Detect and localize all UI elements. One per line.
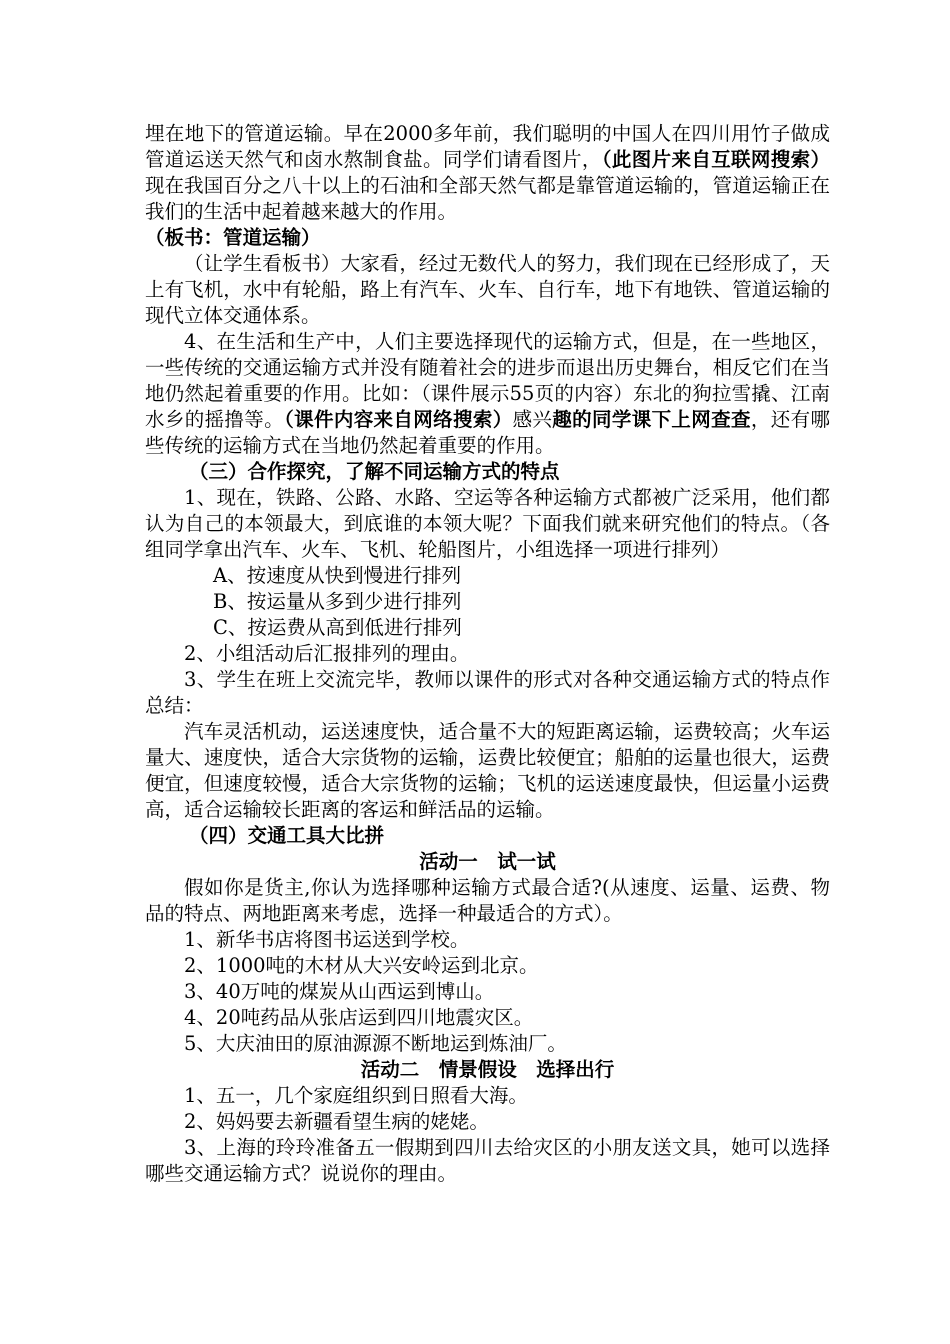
text: ，还有哪些传统的运输方式在当地仍然起着重要的作用。: [145, 408, 830, 457]
paragraph-report: 2、小组活动后汇报排列的理由。: [184, 642, 470, 665]
activity-1-item: 5、大庆油田的原油源源不断地运到炼油厂。: [184, 1032, 567, 1055]
activity-1-item: 3、40万吨的煤炭从山西运到博山。: [184, 980, 495, 1003]
text: 现在我国百分之八十以上的石油和全部天然气都是靠管道运输的，管道运输正在我们的生活中起着越来越大的作用。: [145, 174, 830, 223]
activity-2-item: 2、妈妈要去新疆看望生病的姥姥。: [184, 1110, 489, 1133]
paragraph-pipeline: [145, 121, 830, 225]
option-a: A、按速度从快到慢进行排列: [213, 564, 462, 587]
activity-1-item: 4、20吨药品从张店运到四川地震灾区。: [184, 1006, 534, 1029]
activity-1-intro: 假如你是货主,你认为选择哪种运输方式最合适?(从速度、运量、运费、物品的特点、两地距离来考虑，选择一种最适合的方式）。: [145, 876, 830, 925]
paragraph-summary: 汽车灵活机动，运送速度快，适合量不大的短距离运输，运费较高；火车运量大、速度快，适合大宗货物的运输，运费比较便宜；船舶的运量也很大，运费便宜，但速度较慢，适合大宗货物的运输；飞机的运送速度最快，但运量小运费高，适合运输较长距离的客运和鲜活品的运输。: [145, 720, 830, 821]
paragraph-explore: 1、现在，铁路、公路、水路、空运等各种运输方式都被广泛采用，他们都认为自己的本领最大，到底谁的本领大呢？下面我们就来研究他们的特点。（各组同学拿出汽车、火车、飞机、轮船图片，小组选择一项进行排列）: [145, 486, 830, 561]
option-b: B、按运量从多到少进行排列: [213, 590, 462, 613]
activity-2-item: 3、上海的玲玲准备五一假期到四川去给灾区的小朋友送文具，她可以选择哪些交通运输方式？说说你的理由。: [145, 1136, 830, 1185]
paragraph-summary-intro: 3、学生在班上交流完毕，教师以课件的形式对各种交通运输方式的特点作总结：: [145, 668, 830, 717]
board-note: （板书：管道运输）: [145, 226, 321, 249]
activity-1-item: 2、1000吨的木材从大兴安岭运到北京。: [184, 954, 539, 977]
source-note: （课件内容来自网络搜索）: [284, 408, 513, 431]
document-page: [145, 121, 830, 1187]
section-heading-3: （三）合作探究，了解不同运输方式的特点: [189, 460, 560, 483]
option-c: C、按运费从高到低进行排列: [213, 616, 462, 639]
emphasis-text: 趣的同学课下上网查查: [552, 408, 751, 431]
paragraph-transport-system: （让学生看板书）大家看，经过无数代人的努力，我们现在已经形成了，天上有飞机，水中有轮船，路上有汽车、火车、自行车，地下有地铁、管道运输的现代立体交通体系。: [145, 252, 830, 327]
paragraph-traditional-transport: [145, 329, 830, 459]
activity-1-title: 活动一 试一试: [419, 850, 556, 873]
source-note: （此图片来自互联网搜索）: [601, 148, 830, 171]
activity-2-item: 1、五一，几个家庭组织到日照看大海。: [184, 1084, 528, 1107]
text: 4、在生活和生产中，人们主要选择现代的运输方式，但是，在一些地区，一些传统的交通运输方式并没有随着社会的进步而退出历史舞台，相反它们在当地仍然起着重要的作用。比如：（课件展示55页的内容）东北的狗拉雪撬、江南水乡的摇撸等。: [145, 330, 830, 431]
activity-2-title: 活动二 情景假设 选择出行: [360, 1058, 615, 1081]
text: 感兴: [512, 408, 553, 431]
activity-1-item: 1、新华书店将图书运送到学校。: [184, 928, 470, 951]
text: 埋在地下的管道运输。早在2000多年前，我们聪明的中国人在四川用竹子做成管道运送天然气和卤水熬制食盐。同学们请看图片，: [145, 122, 830, 171]
section-heading-4: （四）交通工具大比拼: [189, 824, 385, 847]
